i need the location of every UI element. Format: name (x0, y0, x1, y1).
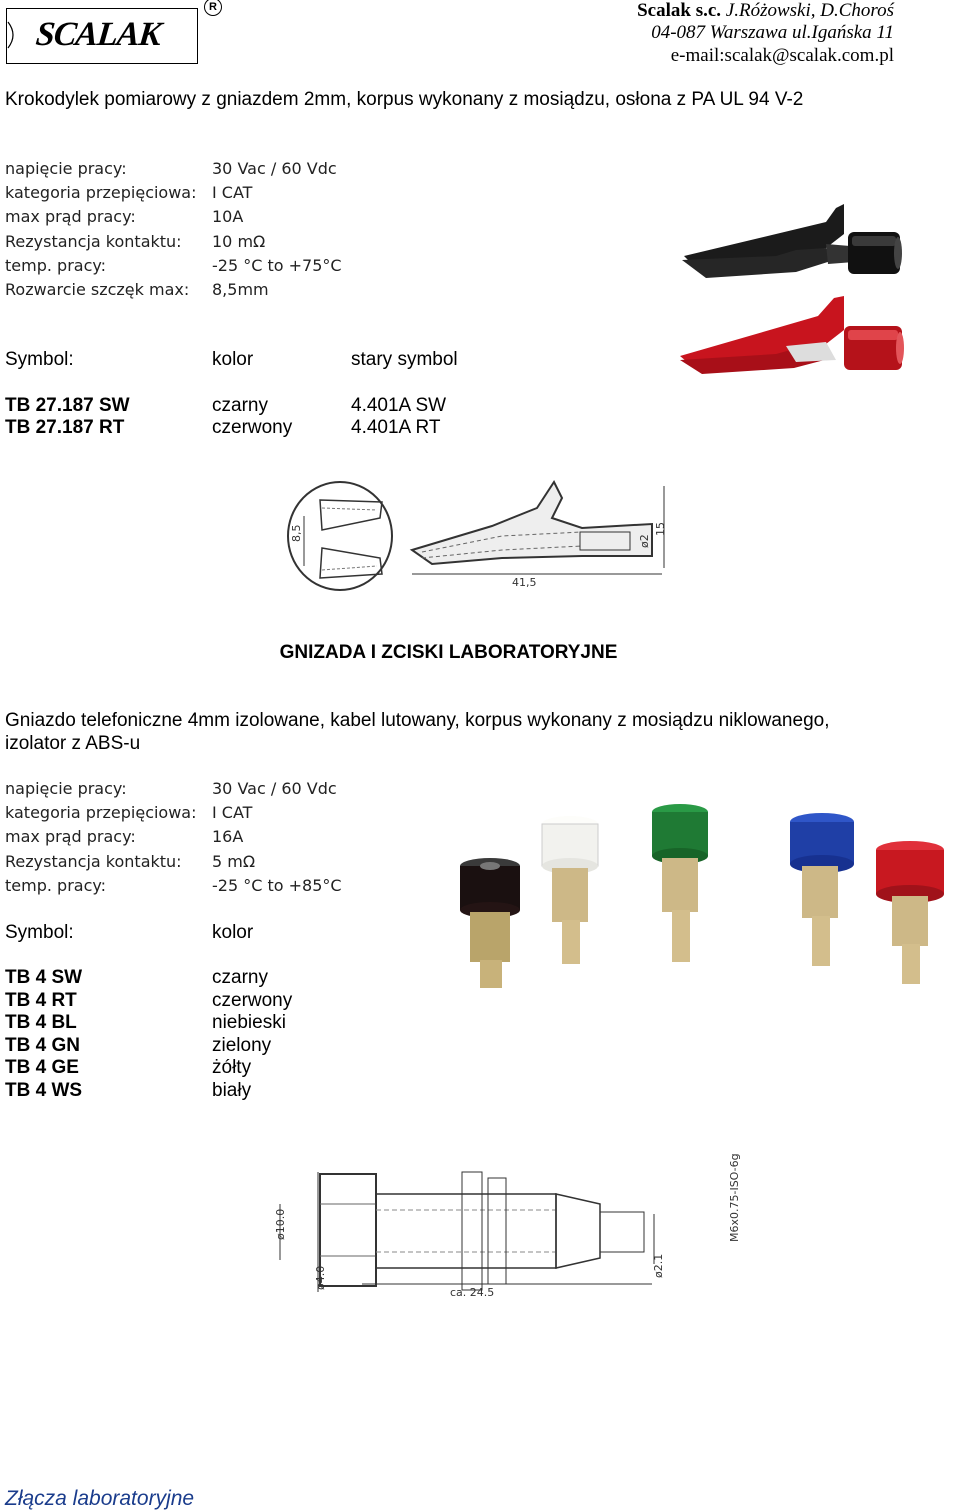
spec-label: Rezystancja kontaktu: (5, 232, 182, 251)
spec-label: max prąd pracy: (5, 827, 136, 846)
registered-mark: R (204, 0, 222, 16)
spec-value: -25 °C to +75°C (212, 256, 342, 275)
dim-height: 15 (654, 522, 667, 536)
product-symbol: TB 4 BL (5, 1012, 77, 1033)
dim-socket-diameter: ø2 (638, 534, 651, 548)
spec-label: kategoria przepięciowa: (5, 183, 197, 202)
dim-pin-diameter: ø4.0 (314, 1265, 327, 1290)
company-name: Scalak s.c. J.Różowski, D.Choroś (637, 0, 894, 21)
product-symbol: TB 4 GE (5, 1057, 79, 1078)
company-email: e-mail:scalak@scalak.com.pl (670, 45, 894, 66)
spec-value: 16A (212, 827, 244, 846)
spec-value: I CAT (212, 803, 253, 822)
product-old-symbol: 4.401A RT (351, 417, 441, 438)
product-color: czarny (212, 967, 268, 988)
product-old-symbol: 4.401A SW (351, 395, 447, 416)
white-socket-image (542, 816, 598, 964)
product-color: niebieski (212, 1012, 286, 1033)
company-logo: SCALAK (34, 16, 163, 53)
table-header-symbol: Symbol: (5, 349, 74, 370)
spec-label: napięcie pracy: (5, 779, 127, 798)
spec-label: kategoria przepięciowa: (5, 803, 197, 822)
table-header-color: kolor (212, 349, 254, 370)
product-symbol: TB 4 WS (5, 1080, 83, 1101)
sockets-photo (440, 800, 960, 990)
dim-outer-diameter: ø10.0 (274, 1208, 287, 1240)
spec-label: napięcie pracy: (5, 159, 127, 178)
dim-hole-diameter: ø2.1 (652, 1253, 665, 1278)
dim-length: 41,5 (512, 576, 537, 589)
dim-total-length: ca. 24.5 (450, 1286, 495, 1299)
product-color: biały (212, 1080, 252, 1101)
product-symbol: TB 27.187 RT (5, 417, 125, 438)
spec-value: 8,5mm (212, 280, 269, 299)
spec-value: -25 °C to +85°C (212, 876, 342, 895)
red-clip-image (680, 296, 904, 374)
section1-title: Krokodylek pomiarowy z gniazdem 2mm, korpus wykonany z mosiądzu, osłona z PA UL 94 V-2 (5, 89, 804, 110)
section2-desc-line1: Gniazdo telefoniczne 4mm izolowane, kabel lutowany, korpus wykonany z mosiądzu niklowanego, (5, 710, 830, 731)
alligator-clips-photo (676, 198, 920, 398)
green-socket-image (652, 804, 708, 962)
dim-thread: M6x0.75-ISO-6g (728, 1153, 741, 1242)
black-socket-image (460, 858, 520, 988)
spec-label: max prąd pracy: (5, 207, 136, 226)
spec-value: 5 mΩ (212, 852, 256, 871)
footer-caption: Złącza laboratoryjne (5, 1487, 195, 1510)
red-socket-image (876, 841, 944, 984)
product-symbol: TB 27.187 SW (5, 395, 130, 416)
product-color: czerwony (212, 990, 293, 1011)
spec-value: I CAT (212, 183, 253, 202)
product-symbol: TB 4 RT (5, 990, 77, 1011)
product-symbol: TB 4 SW (5, 967, 83, 988)
spec-label: Rezystancja kontaktu: (5, 852, 182, 871)
spec-value: 10 mΩ (212, 232, 266, 251)
section2-heading: GNIZADA I ZCISKI LABORATORYJNE (279, 642, 618, 663)
table-header-old-symbol: stary symbol (351, 349, 458, 370)
spec-value: 10A (212, 207, 244, 226)
blue-socket-image (790, 813, 854, 966)
spec-label: temp. pracy: (5, 256, 107, 275)
socket-technical-drawing (262, 1153, 741, 1300)
black-clip-image (682, 204, 902, 278)
product-color: zielony (212, 1035, 272, 1056)
product-symbol: TB 4 GN (5, 1035, 80, 1056)
product-color: czerwony (212, 417, 293, 438)
spec-label: temp. pracy: (5, 876, 107, 895)
product-color: żółty (212, 1057, 252, 1078)
spec-value: 30 Vac / 60 Vdc (212, 779, 337, 798)
spec-value: 30 Vac / 60 Vdc (212, 159, 337, 178)
table-header-symbol: Symbol: (5, 922, 74, 943)
spec-label: Rozwarcie szczęk max: (5, 280, 190, 299)
product-color: czarny (212, 395, 268, 416)
clip-technical-drawing (282, 478, 672, 602)
table-header-color: kolor (212, 922, 254, 943)
company-address: 04-087 Warszawa ul.Igańska 11 (651, 22, 894, 43)
logo-arc-icon (6, 20, 20, 50)
dim-jaw-opening: 8,5 (290, 524, 303, 542)
section2-desc-line2: izolator z ABS-u (5, 733, 141, 754)
